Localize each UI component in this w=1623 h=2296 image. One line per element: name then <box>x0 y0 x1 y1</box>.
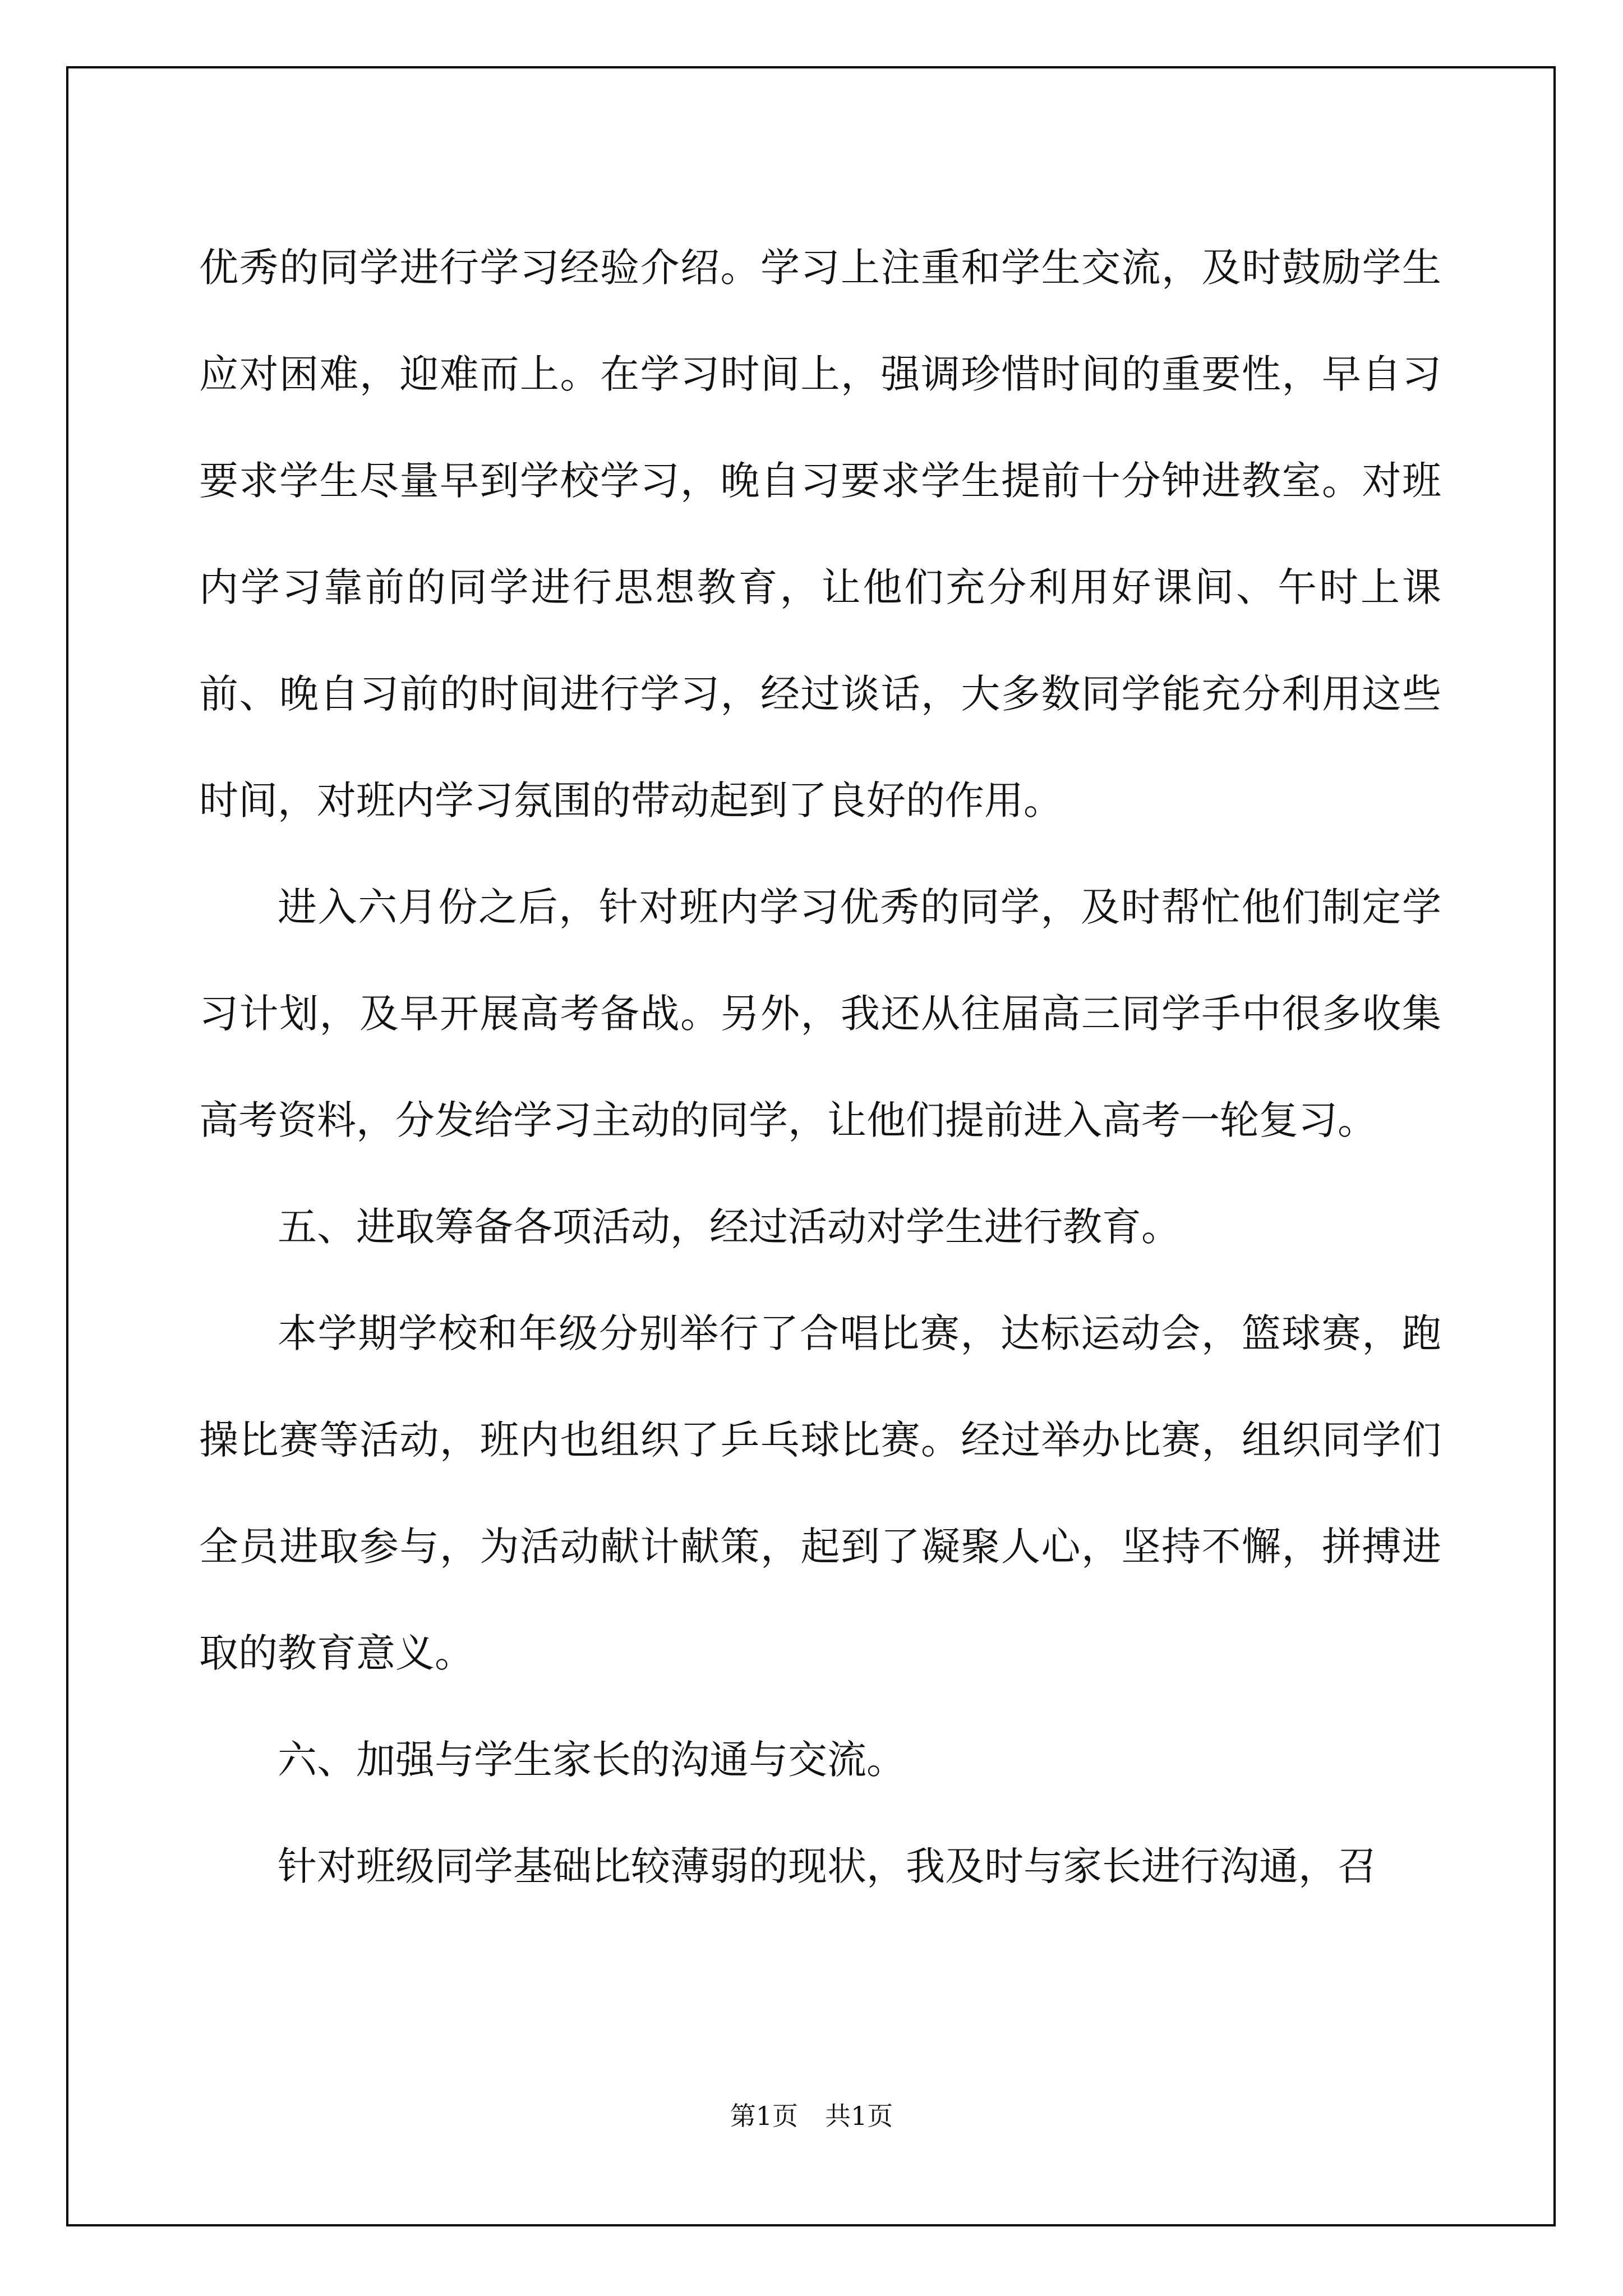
paragraph-1: 优秀的同学进行学习经验介绍。学习上注重和学生交流，及时鼓励学生应对困难，迎难而上。在学习时间上，强调珍惜时间的重要性，早自习要求学生尽量早到学校学习，晚自习要求学生提前十分钟进教室。对班内学习靠前的同学进行思想教育，让他们充分利用好课间、午时上课前、晚自习前的时间进行学习，经过谈话，大多数同学能充分利用这些时间，对班内学习氛围的带动起到了良好的作用。 <box>199 245 1441 823</box>
paragraph-6: 针对班级同学基础比较薄弱的现状，我及时与家长进行沟通，召 <box>278 1843 1377 1889</box>
paragraph-5-heading: 六、加强与学生家长的沟通与交流。 <box>278 1737 906 1783</box>
paragraph-3-heading: 五、进取筹备各项活动，经过活动对学生进行教育。 <box>278 1204 1181 1250</box>
document-body <box>199 214 1441 1920</box>
paragraph-2: 进入六月份之后，针对班内学习优秀的同学，及时帮忙他们制定学习计划，及早开展高考备战。另外，我还从往届高三同学手中很多收集高考资料，分发给学习主动的同学，让他们提前进入高考一轮复习。 <box>199 884 1441 1143</box>
page-number-current: 第1页 <box>730 2101 798 2131</box>
page-number-total: 共1页 <box>825 2101 893 2131</box>
paragraph-4: 本学期学校和年级分别举行了合唱比赛，达标运动会，篮球赛，跑操比赛等活动，班内也组织了乒乓球比赛。经过举办比赛，组织同学们全员进取参与，为活动献计献策，起到了凝聚人心，坚持不懈，拼搏进取的教育意义。 <box>199 1310 1441 1676</box>
page-footer <box>0 2099 1623 2133</box>
